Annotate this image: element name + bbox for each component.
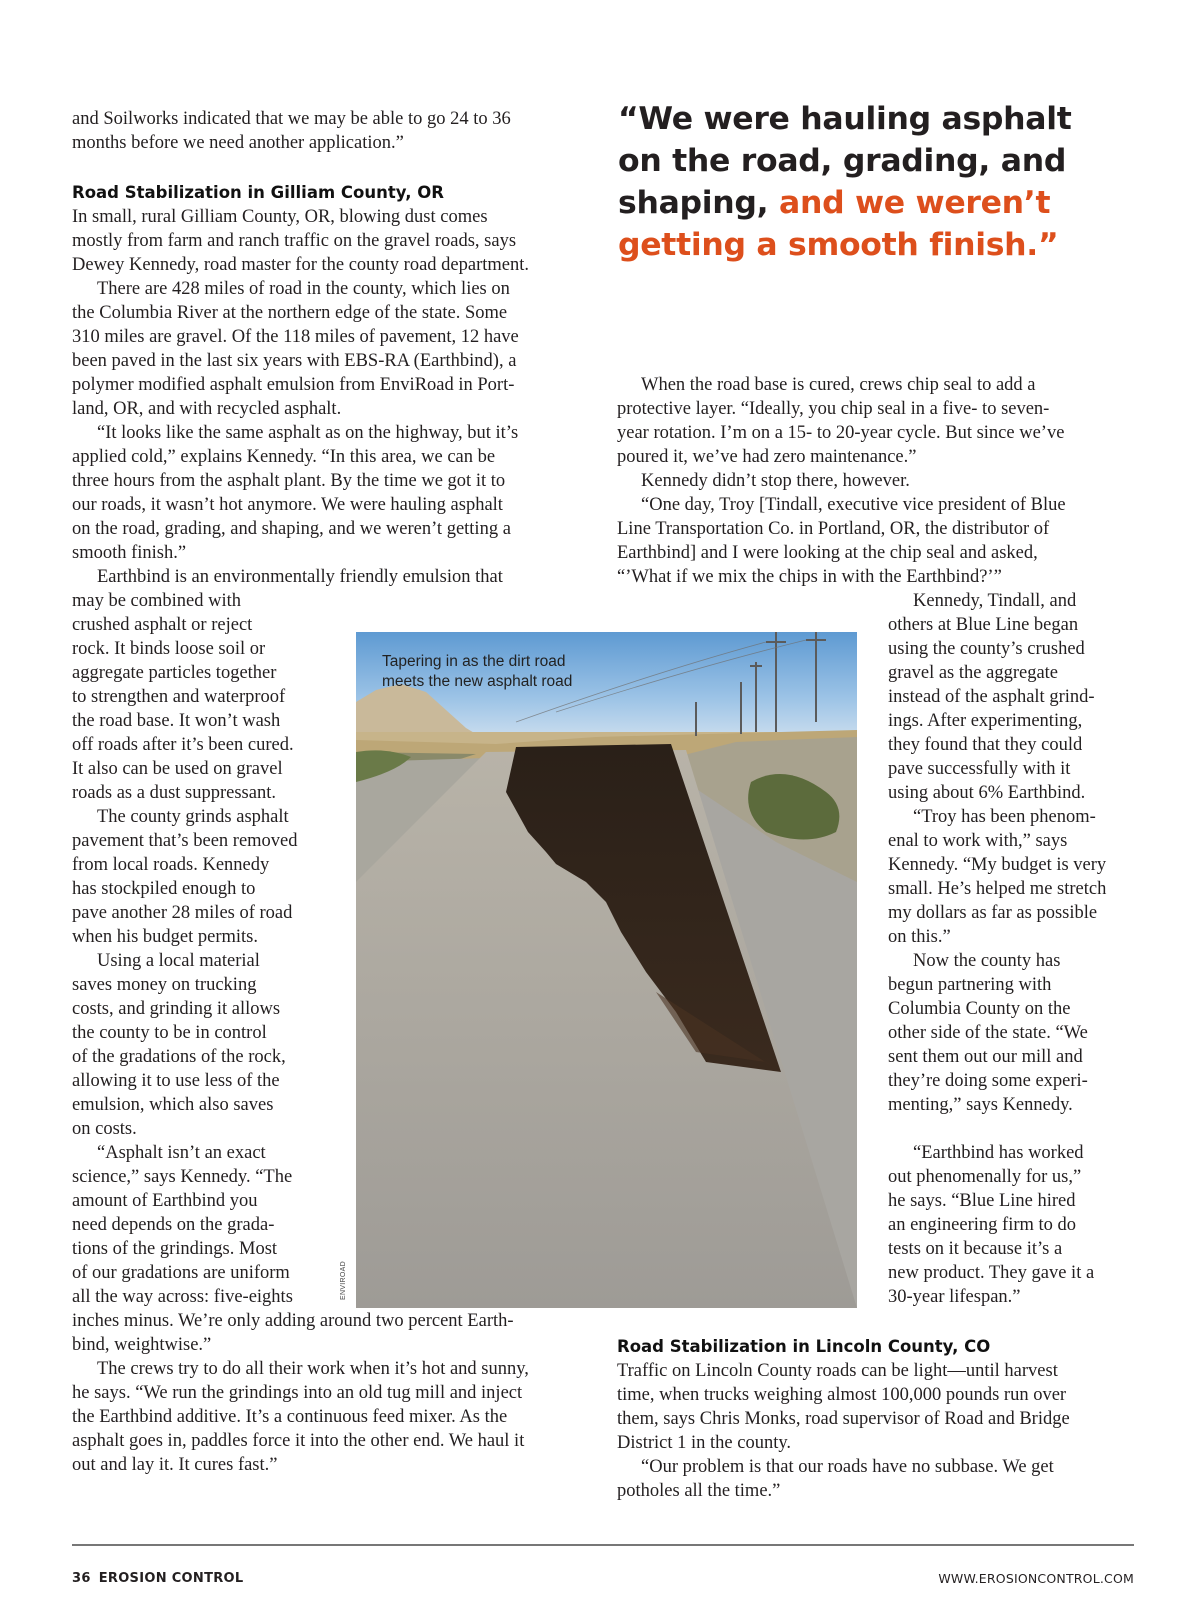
body-text-line: when his budget permits. [72,927,259,947]
body-text-line: District 1 in the county. [617,1433,792,1453]
body-text-line: Earthbind] and I were looking at the chip seal and asked, [617,543,1038,563]
body-text-line: “’What if we mix the chips in with the Earthbind?’” [617,567,1002,587]
body-text-line: off roads after it’s been cured. [72,735,294,755]
body-text-line: need depends on the grada- [72,1215,275,1235]
photo-caption-line: Tapering in as the dirt road [382,653,566,670]
magazine-name: EROSION CONTROL [98,1571,244,1586]
body-text-line: 310 miles are gravel. Of the 118 miles of pavement, 12 have [72,327,519,347]
body-text-line: using the county’s crushed [888,639,1085,659]
body-text-line: Columbia County on the [888,999,1071,1019]
body-text-line: instead of the asphalt grind- [888,687,1095,707]
section-heading-lincoln: Road Stabilization in Lincoln County, CO [617,1337,991,1356]
photo-caption-line: meets the new asphalt road [382,673,573,690]
body-text-line: “Asphalt isn’t an exact [97,1143,266,1163]
body-text-line: allowing it to use less of the [72,1071,280,1091]
body-text-line: an engineering firm to do [888,1215,1077,1235]
body-text-line: There are 428 miles of road in the county, which lies on [97,279,510,299]
road-photo [356,632,857,1308]
body-text-line: begun partnering with [888,975,1052,995]
body-text-line: pavement that’s been removed [72,831,298,851]
body-text-line: year rotation. I’m on a 15- to 20-year cycle. But since we’ve [617,423,1065,443]
photo-caption [382,652,572,692]
body-text-line: on this.” [888,927,951,947]
body-text-line: on costs. [72,1119,137,1139]
footer-rule [72,1544,1134,1546]
pull-quote [618,98,1088,266]
body-text-line: protective layer. “Ideally, you chip seal in a five- to seven- [617,399,1050,419]
body-text-line: Dewey Kennedy, road master for the county road department. [72,255,530,275]
page-number: 36 [72,1571,91,1586]
body-text-line: out phenomenally for us,” [888,1167,1082,1187]
body-text-line: time, when trucks weighing almost 100,000 pounds run over [617,1385,1067,1405]
body-text-line: pave another 28 miles of road [72,903,293,923]
body-text-line: Traffic on Lincoln County roads can be light—until harvest [617,1361,1058,1381]
body-text-line: them, says Chris Monks, road supervisor of Road and Bridge [617,1409,1070,1429]
body-text-line: enal to work with,” says [888,831,1068,851]
body-text-line: and Soilworks indicated that we may be able to go 24 to 36 [72,109,511,129]
body-text-line: on the road, grading, and shaping, and we weren’t getting a [72,519,511,539]
body-text-line: they’re doing some experi- [888,1071,1088,1091]
section-heading-gilliam: Road Stabilization in Gilliam County, OR [72,183,444,202]
body-text-line: new product. They gave it a [888,1263,1095,1283]
body-text-line: Earthbind is an environmentally friendly emulsion that [97,567,503,587]
body-text-line: may be combined with [72,591,242,611]
body-text-line: inches minus. We’re only adding around two percent Earth- [72,1311,514,1331]
body-text-line: “Our problem is that our roads have no subbase. We get [641,1457,1054,1477]
body-text-line: When the road base is cured, crews chip seal to add a [641,375,1036,395]
body-text-line: saves money on trucking [72,975,257,995]
body-text-line: “One day, Troy [Tindall, executive vice president of Blue [641,495,1066,515]
body-text-line: others at Blue Line began [888,615,1079,635]
body-text-line: Using a local material [97,951,260,971]
body-text-line: “It looks like the same asphalt as on the highway, but it’s [97,423,519,443]
body-text-line: amount of Earthbind you [72,1191,258,1211]
body-text-line: tests on it because it’s a [888,1239,1063,1259]
body-text-line: It also can be used on gravel [72,759,283,779]
body-text-line: to strengthen and waterproof [72,687,286,707]
body-text-line: the county to be in control [72,1023,267,1043]
pull-quote-line: on the road, grading, and [618,143,1067,179]
body-text-line: science,” says Kennedy. “The [72,1167,293,1187]
body-text-line: smooth finish.” [72,543,187,563]
pull-quote-text: shaping, [618,185,779,221]
body-text-line: using about 6% Earthbind. [888,783,1086,803]
body-text-line: they found that they could [888,735,1083,755]
body-text-line: land, OR, and with recycled asphalt. [72,399,342,419]
body-text-line: applied cold,” explains Kennedy. “In this area, we can be [72,447,496,467]
body-text-line: our roads, it wasn’t hot anymore. We were hauling asphalt [72,495,503,515]
body-text-line: of the gradations of the rock, [72,1047,286,1067]
body-text-line: tions of the grindings. Most [72,1239,278,1259]
body-text-line: polymer modified asphalt emulsion from EnviRoad in Port- [72,375,515,395]
body-text-line: mostly from farm and ranch traffic on the gravel roads, says [72,231,517,251]
body-text-line: Kennedy, Tindall, and [913,591,1077,611]
body-text-line: has stockpiled enough to [72,879,256,899]
body-text-line: rock. It binds loose soil or [72,639,266,659]
body-text-line: bind, weightwise.” [72,1335,212,1355]
body-text-line: ings. After experimenting, [888,711,1083,731]
body-text-line: Kennedy didn’t stop there, however. [641,471,910,491]
body-text-line: the road base. It won’t wash [72,711,281,731]
body-text-line: out and lay it. It cures fast.” [72,1455,278,1475]
body-text-line: emulsion, which also saves [72,1095,274,1115]
footer-folio [72,1571,244,1586]
body-text-line: been paved in the last six years with EBS-RA (Earthbind), a [72,351,517,371]
body-text-line: from local roads. Kennedy [72,855,270,875]
body-text-line: the Earthbind additive. It’s a continuous feed mixer. As the [72,1407,508,1427]
body-text-line: sent them out our mill and [888,1047,1083,1067]
body-text-line: potholes all the time.” [617,1481,781,1501]
footer-website: WWW.EROSIONCONTROL.COM [938,1571,1134,1586]
body-text-line: gravel as the aggregate [888,663,1059,683]
body-text-line: roads as a dust suppressant. [72,783,276,803]
body-text-line: crushed asphalt or reject [72,615,253,635]
body-text-line: menting,” says Kennedy. [888,1095,1073,1115]
photo-credit: ENVIROAD [340,1261,347,1300]
body-text-line: months before we need another application.” [72,133,404,153]
body-text-line: poured it, we’ve had zero maintenance.” [617,447,917,467]
body-text-line: Line Transportation Co. in Portland, OR, the distributor of [617,519,1050,539]
pull-quote-line: “We were hauling asphalt [618,101,1072,137]
body-text-line: my dollars as far as possible [888,903,1098,923]
body-text-line: he says. “We run the grindings into an old tug mill and inject [72,1383,523,1403]
body-text-line: small. He’s helped me stretch [888,879,1107,899]
body-text-line: pave successfully with it [888,759,1071,779]
body-text-line: “Troy has been phenom- [913,807,1096,827]
body-text-line: “Earthbind has worked [913,1143,1084,1163]
body-text-line: The county grinds asphalt [97,807,289,827]
body-text-line: all the way across: five-eights [72,1287,293,1307]
body-text-line: Kennedy. “My budget is very [888,855,1107,875]
body-text-line: other side of the state. “We [888,1023,1088,1043]
pull-quote-highlight: getting a smooth finish.” [618,227,1059,263]
road-photo-illustration [356,632,857,1308]
body-text-line: the Columbia River at the northern edge of the state. Some [72,303,508,323]
body-text-line: The crews try to do all their work when it’s hot and sunny, [97,1359,529,1379]
body-text-line: aggregate particles together [72,663,277,683]
body-text-line: Now the county has [913,951,1061,971]
body-text-line: In small, rural Gilliam County, OR, blowing dust comes [72,207,488,227]
body-text-line: he says. “Blue Line hired [888,1191,1076,1211]
body-text-line: asphalt goes in, paddles force it into the other end. We haul it [72,1431,525,1451]
body-text-line: of our gradations are uniform [72,1263,290,1283]
body-text-line: costs, and grinding it allows [72,999,281,1019]
body-text-line: 30-year lifespan.” [888,1287,1021,1307]
body-text-line: three hours from the asphalt plant. By the time we got it to [72,471,506,491]
pull-quote-highlight: and we weren’t [778,185,1051,221]
pull-quote-line [618,182,1088,224]
